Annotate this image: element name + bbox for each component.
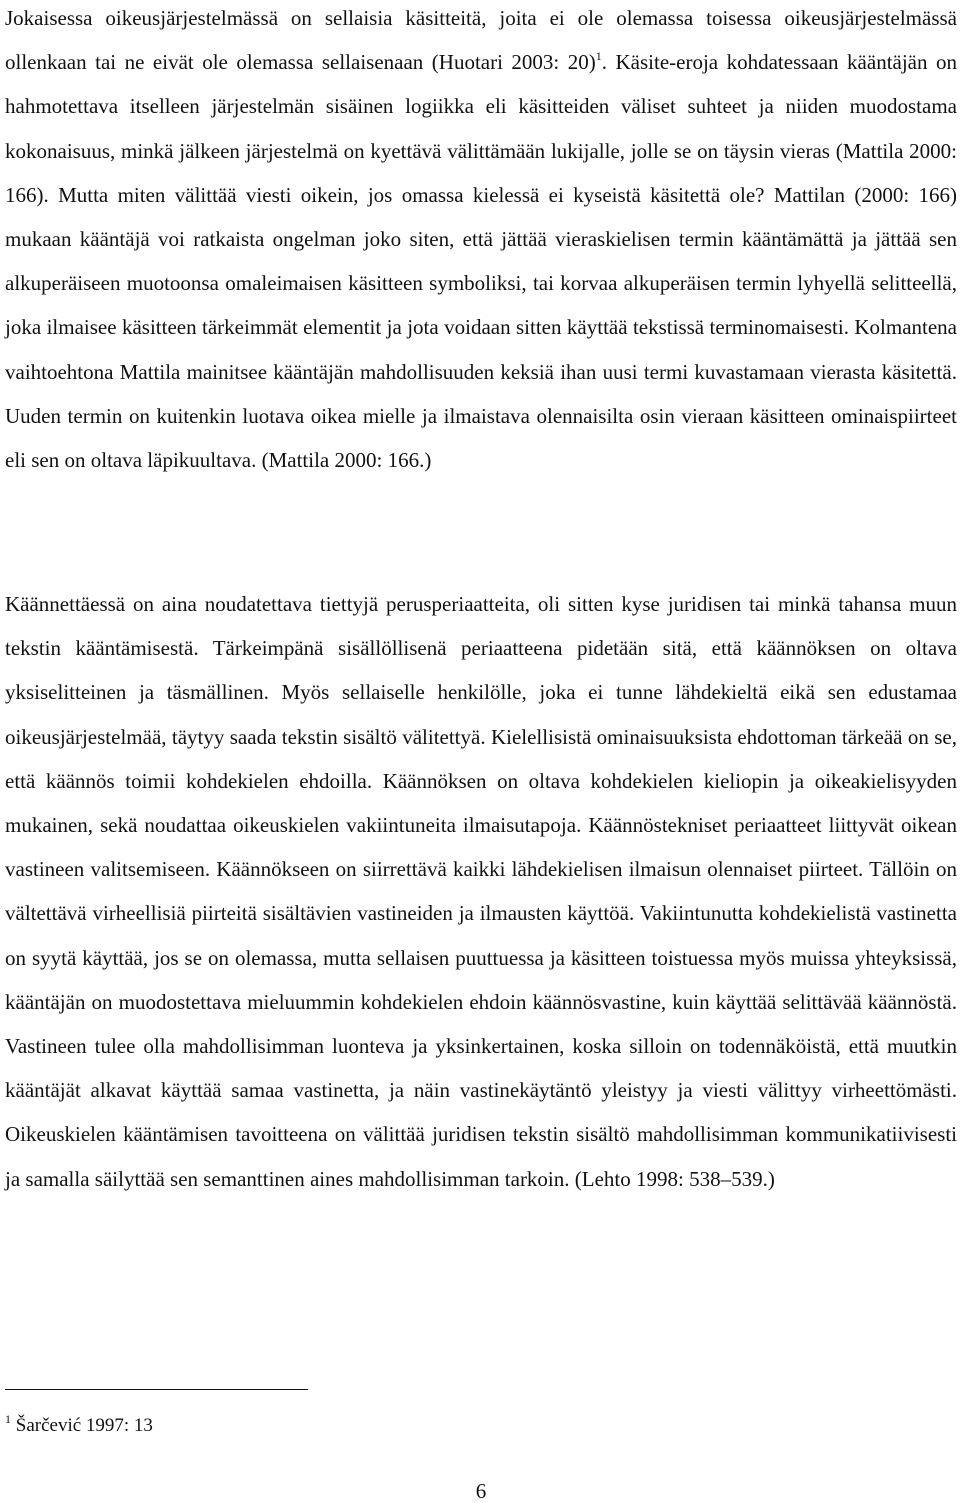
paragraph-2-text: Käännettäessä on aina noudatettava tiettyjä perusperiaatteita, oli sitten kyse juridisen tai minkä tahansa muun tekstin kääntämisestä. Tärkeimpänä sisällöllisenä periaatteena pidetään sitä, että käännöksen on oltava yksiselitteinen ja täsmällinen. Myös sellaiselle henkilölle, joka ei tunne lähdekieltä eikä sen edustamaa oikeusjärjestelmää, täytyy saada tekstin sisältö välitettyä. Kielellisistä ominaisuuksista ehdottoman tärkeää on se, että käännös toimii kohdekielen ehdoilla. Käännöksen on oltava kohdekielen kieliopin ja oikeakielisyyden mukainen, sekä noudattaa oikeuskielen vakiintuneita ilmaisutapoja. Käännöstekniset periaatteet liittyvät oikean vastineen valitsemiseen. Käännökseen on siirrettävä kaikki lähdekielisen ilmaisun olennaiset piirteet. Tällöin on vältettävä virheellisiä piirteitä sisältävien vastineiden ja ilmausten käyttöä. Vakiintunutta kohdekielistä vastinetta on syytä käyttää, jos se on olemassa, mutta sellaisen puuttuessa ja käsitteen toistuessa myös muissa yhteyksissä, kääntäjän on muodostettava mieluummin kohdekielen ehdoin käännösvastine, kuin käyttää selittävää käännöstä. Vastineen tulee olla mahdollisimman luonteva ja yksinkertainen, koska silloin on todennäköistä, että muutkin kääntäjät alkavat käyttää samaa vastinetta, ja näin vastinekäytäntö yleistyy ja viesti välittyy virheettömästi. Oikeuskielen kääntämisen tavoitteena on välittää juridisen tekstin sisältö mahdollisimman kommunikatiivisesti ja samalla säilyttää sen semanttinen aines mahdollisimman tarkoin. (Lehto 1998: 538–539.): [5, 592, 957, 1191]
footnote-number: 1: [5, 1412, 11, 1426]
page-number: 6: [475, 1479, 487, 1503]
footnote-text: Šarčević 1997: 13: [11, 1415, 153, 1436]
paragraph-2: [5, 582, 957, 1201]
paragraph-1: [5, 0, 957, 482]
paragraph-1-text-b: . Käsite-eroja kohdatessaan kääntäjän on hahmotettava itselleen järjestelmän sisäinen logiikka eli käsitteiden väliset suhteet ja niiden muodostama kokonaisuus, minkä jälkeen järjestelmä on kyettävä välittämään lukijalle, jolle se on täysin vieras (Mattila 2000: 166). Mutta miten välittää viesti oikein, jos omassa kielessä ei kyseistä käsitettä ole? Mattilan (2000: 166) mukaan kääntäjä voi ratkaista ongelman joko siten, että jättää vieraskielisen termin kääntämättä ja jättää sen alkuperäiseen muotoonsa omaleimaisen käsitteen symboliksi, tai korvaa alkuperäisen termin lyhyellä selitteellä, joka ilmaisee käsitteen tärkeimmät elementit ja jota voidaan sitten käyttää tekstissä terminomaisesti. Kolmantena vaihtoehtona Mattila mainitsee kääntäjän mahdollisuuden keksiä ihan uusi termi kuvastamaan vierasta käsitettä. Uuden termin on kuitenkin luotava oikea mielle ja ilmaistava olennaisilta osin vieraan käsitteen ominaispiirteet eli sen on oltava läpikuultava. (Mattila 2000: 166.): [5, 50, 957, 473]
footnote-separator: [5, 1389, 308, 1390]
paragraph-1-text-a: Jokaisessa oikeusjärjestelmässä on sellaisia käsitteitä, joita ei ole olemassa toisessa oikeusjärjestelmässä ollenkaan tai ne eivät ole olemassa sellaisenaan (Huotari 2003: 20): [5, 6, 957, 75]
footnote: [5, 1414, 153, 1438]
footnote-reference: 1: [595, 49, 602, 64]
